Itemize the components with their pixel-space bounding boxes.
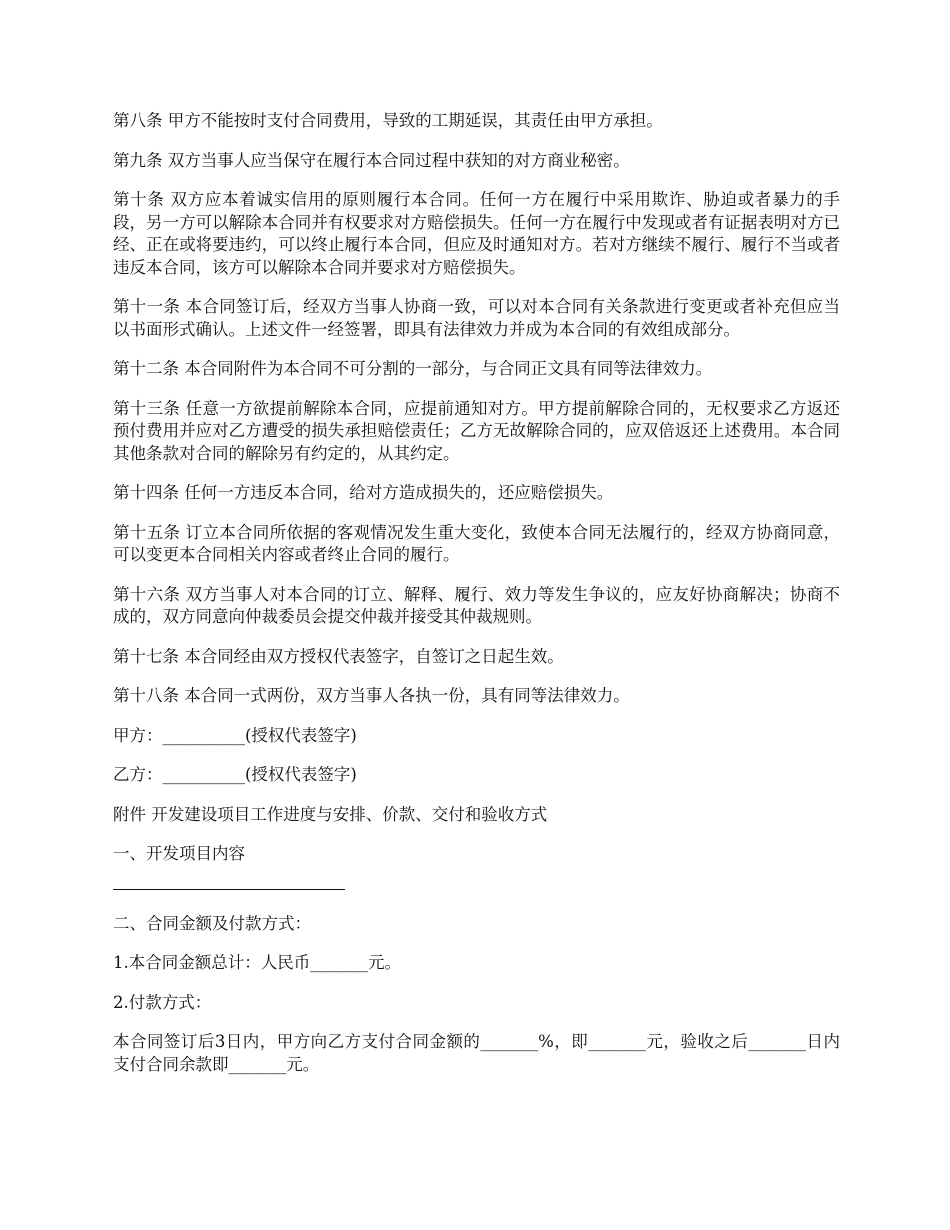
payment-method-item: 2.付款方式： <box>113 992 212 1012</box>
section-one-heading: 一、开发项目内容 <box>113 844 245 863</box>
clause-15: 第十五条 订立本合同所依据的客观情况发生重大变化，致使本合同无法履行的，经双方协商同意，可以变更本合同相关内容或者终止合同的履行。 <box>113 522 840 564</box>
contract-amount-item: 1.本合同金额总计：人民币_______元。 <box>113 953 401 972</box>
clause-11: 第十一条 本合同签订后，经双方当事人协商一致，可以对本合同有关条款进行变更或者补充但应当以书面形式确认。上述文件一经签署，即具有法律效力并成为本合同的有效组成部分。 <box>113 297 840 339</box>
clause-18: 第十八条 本合同一式两份，双方当事人各执一份，具有同等法律效力。 <box>113 686 630 705</box>
clause-17: 第十七条 本合同经由双方授权代表签字，自签订之日起生效。 <box>113 646 564 666</box>
clause-9: 第九条 双方当事人应当保守在履行本合同过程中获知的对方商业秘密。 <box>113 150 630 170</box>
clause-12: 第十二条 本合同附件为本合同不可分割的一部分，与合同正文具有同等法律效力。 <box>113 359 713 378</box>
section-two-heading: 二、合同金额及付款方式： <box>113 913 311 933</box>
clause-16: 第十六条 双方当事人对本合同的订立、解释、履行、效力等发生争议的，应友好协商解决；协商不成的，双方同意向仲裁委员会提交仲裁并接受其仲裁规则。 <box>113 584 840 626</box>
contract-page <box>113 110 840 1093</box>
clause-10: 第十条 双方应本着诚实信用的原则履行本合同。任何一方在履行中采用欺诈、胁迫或者暴力的手段，另一方可以解除本合同并有权要求对方赔偿损失。任何一方在履行中发现或者有证据表明对方已经、正在或将要违约，可以终止履行本合同，但应及时通知对方。若对方继续不履行、履行不当或者违反本合同，该方可以解除本合同并要求对方赔偿损失。 <box>113 190 840 277</box>
clause-13: 第十三条 任意一方欲提前解除本合同，应提前通知对方。甲方提前解除合同的，无权要求乙方返还预付费用并应对乙方遭受的损失承担赔偿责任；乙方无故解除合同的，应双倍返还上述费用。本合同其他条款对合同的解除另有约定的，从其约定。 <box>113 398 840 463</box>
payment-terms: 本合同签订后3日内，甲方向乙方支付合同金额的_______%，即_______元，验收之后_______日内支付合同余款即_______元。 <box>113 1032 840 1074</box>
blank-fill-line <box>113 889 345 890</box>
party-b-signature: 乙方：__________(授权代表签字) <box>113 765 357 784</box>
appendix-title: 附件 开发建设项目工作进度与安排、价款、交付和验收方式 <box>113 804 548 824</box>
clause-8: 第八条 甲方不能按时支付合同费用，导致的工期延误，其责任由甲方承担。 <box>113 111 663 130</box>
party-a-signature: 甲方：__________(授权代表签字) <box>113 725 357 745</box>
clause-14: 第十四条 任何一方违反本合同，给对方造成损失的，还应赔偿损失。 <box>113 483 614 502</box>
